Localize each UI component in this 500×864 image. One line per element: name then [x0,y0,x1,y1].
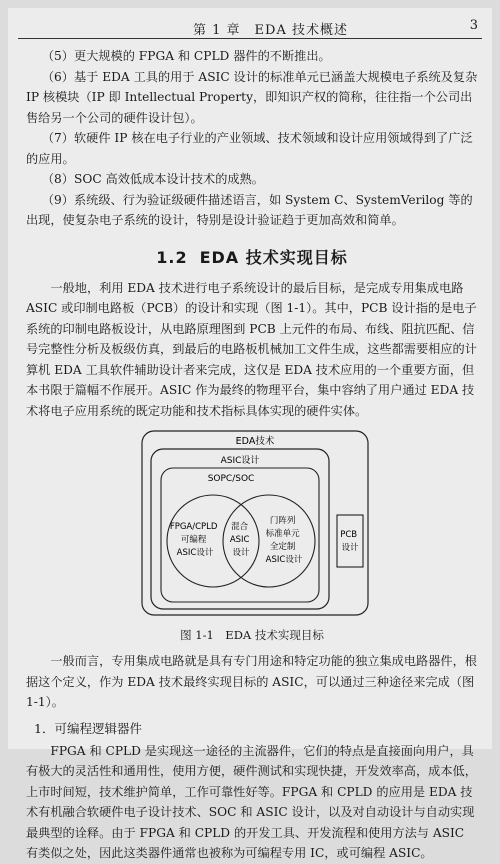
section-heading [26,245,478,268]
mixed-label-group [230,521,252,558]
pcb-line-1: PCB [340,530,358,540]
list-item-9: （9）系统级、行为验证级硬件描述语言，如 System C、SystemVerilog 等的出现，使复杂电子系统的设计，特别是设计验证趋于更加高效和简单。 [26,192,473,227]
subheading-pld: 1．可编程逻辑器件 [34,720,142,736]
figure-1-1 [26,429,478,623]
label-eda: EDA技术 [235,436,275,447]
gate-label-group [266,515,303,565]
list-item-8: （8）SOC 高效低成本设计技术的成熟。 [41,172,264,186]
gate-line-3: 全定制 [269,542,296,552]
section-number: 1.2 [156,247,188,267]
paragraph-fpga-cpld: FPGA 和 CPLD 是实现这一途径的主流器件，它们的特点是直接面向用户，具有极大的灵活性和通用性，使用方便，硬件测试和实现快捷，开发效率高，成本低，上市时间短，技术维护简单，工作可靠性好等。FPGA 和 CPLD 的应用是 EDA 技术有机融合软硬件电子设计技术、SOC 和 ASIC 设计，以及对自动设计与自动实现最典型的诠释。由于 FPGA 和 CPLD 的开发工具、开发流程和使用方法与 ASIC 有类似之处，因此这类器件通常也被称为可编程专用 IC，或可编程 ASIC。 [26,743,477,860]
paragraph-asic-definition: 一般而言，专用集成电路就是具有专门用途和特定功能的独立集成电路器件，根据这个定义，作为 EDA 技术最终实现目标的 ASIC，可以通过三种途径来完成（图 1-1）。 [26,654,477,709]
label-sopc: SOPC/SOC [207,474,255,484]
pcb-line-2: 设计 [341,543,359,553]
fpga-line-3: ASIC设计 [176,548,214,558]
list-item-7: （7）软硬件 IP 核在电子行业的产业领域、技术领域和设计应用领域得到了广泛的应用。 [26,131,473,166]
page-content [26,46,478,864]
pcb-label-group [340,530,360,553]
paragraph-asic-pcb: 一般地，利用 EDA 技术进行电子系统设计的最后目标，是完成专用集成电路 ASIC 或印制电路板（PCB）的设计和实现（图 1-1）。其中，PCB 设计指的是电子系统的印制电路板设计，从电路原理图到 PCB 上元件的布局、布线、阻抗匹配、信号完整性分析及板级仿真，到最后的电路板机械加工文件生成，这些都需要相应的计算机 EDA 工具软件辅助设计者来完成，这仅是 EDA 技术应用的一个重要方面，但本书限于篇幅不作展开。ASIC 作为最终的物理平台，集中容纳了用户通过 EDA 技术将电子应用系统的既定功能和技术指标具体实现的硬件实体。 [26,280,477,418]
mixed-line-2: ASIC [229,535,250,545]
list-item-6: （6）基于 EDA 工具的用于 ASIC 设计的标准单元已涵盖大规模电子系统及复杂 IP 核模块（IP 即 Intellectual Property，即知识产权的简称，往往指一个公司出售给另一个公司的硬件设计包）。 [26,69,478,125]
fpga-line-2: 可编程 [180,535,207,545]
fpga-label-group [170,522,220,558]
pcb-box [337,515,363,567]
list-item-5: （5）更大规模的 FPGA 和 CPLD 器件的不断推出。 [41,49,331,63]
section-title-text: EDA 技术实现目标 [199,247,348,267]
mixed-line-1: 混合 [231,522,249,532]
chapter-title: 第 1 章 EDA 技术概述 [193,23,348,38]
figure-caption: 图 1-1 EDA 技术实现目标 [180,628,324,642]
mixed-line-3: 设计 [232,548,250,558]
gate-line-2: 标准单元 [265,529,300,539]
book-page [8,8,492,860]
gate-line-1: 门阵列 [269,516,296,526]
eda-diagram [141,429,371,619]
page-number: 3 [469,18,478,33]
gate-line-4: ASIC设计 [265,555,303,565]
label-asic: ASIC设计 [220,456,260,466]
page-header [18,16,482,39]
fpga-line-1: FPGA/CPLD [169,522,218,532]
